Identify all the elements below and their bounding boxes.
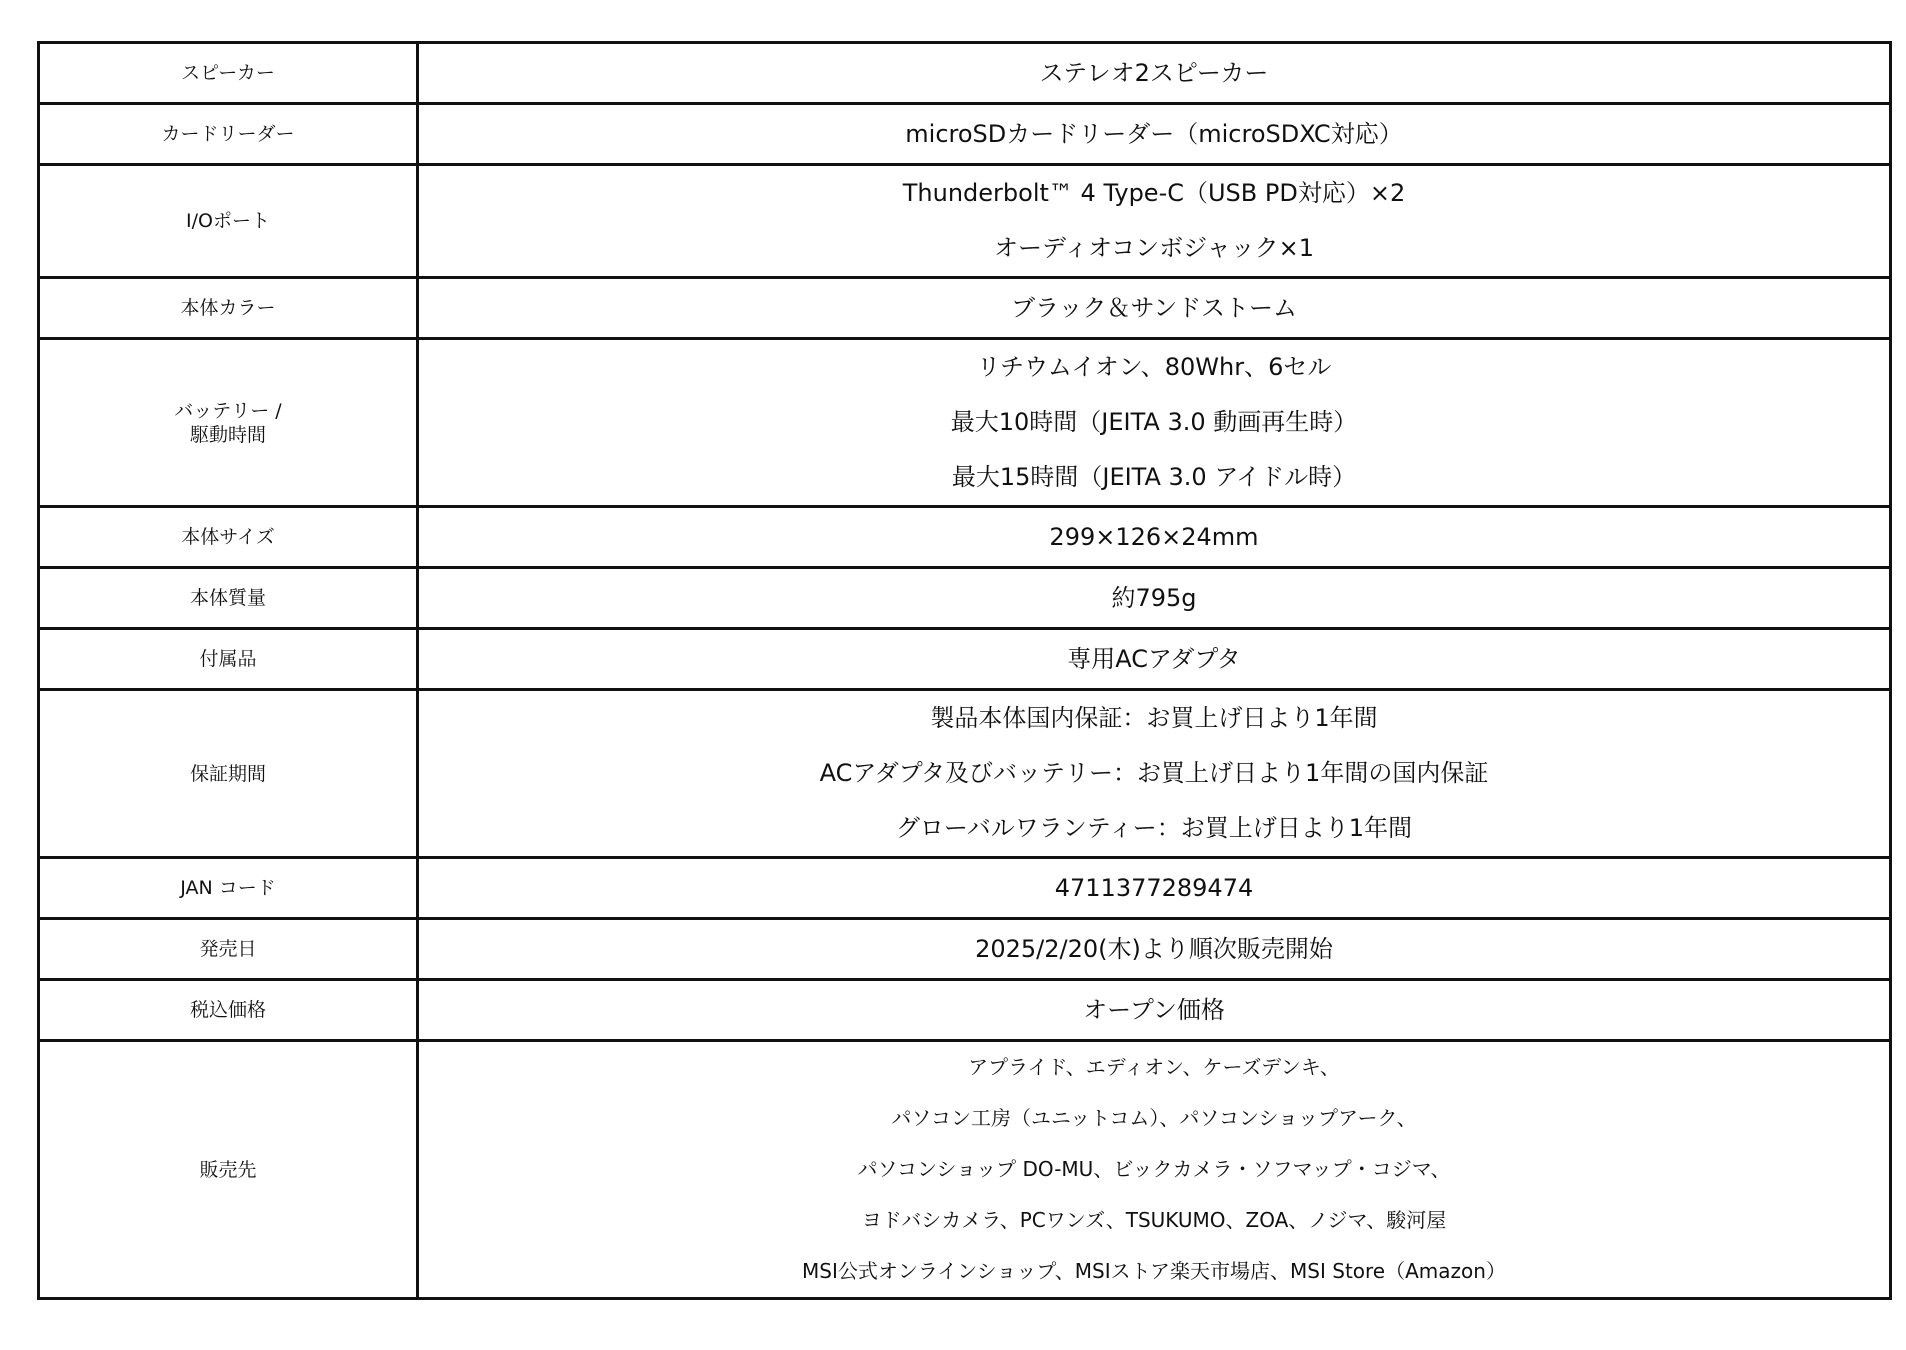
value-body-color: ブラック＆サンドストーム — [418, 278, 1891, 339]
label-accessories: 付属品 — [39, 629, 418, 690]
row-io-ports — [39, 165, 1891, 278]
value-body-size: 299×126×24mm — [418, 507, 1891, 568]
value-body-weight: 約795g — [418, 568, 1891, 629]
label-speaker: スピーカー — [39, 43, 418, 104]
row-release-date — [39, 919, 1891, 980]
label-body-weight: 本体質量 — [39, 568, 418, 629]
row-price — [39, 980, 1891, 1041]
value-speaker: ステレオ2スピーカー — [418, 43, 1891, 104]
row-battery — [39, 339, 1891, 507]
label-body-size: 本体サイズ — [39, 507, 418, 568]
label-warranty: 保証期間 — [39, 690, 418, 858]
value-vendors: アプライド、エディオン、ケーズデンキ、 パソコン工房（ユニットコム）、パソコンショップアーク、 パソコンショップ DO-MU、ビックカメラ・ソフマップ・コジマ、 ヨドバシカメラ、PCワンズ、TSUKUMO、ZOA、ノジマ、駿河屋 MSI公式オンラインショップ、MSIストア楽天市場店、MSI Store（Amazon） — [418, 1041, 1891, 1299]
value-warranty: 製品本体国内保証：お買上げ日より1年間 ACアダプタ及びバッテリー：お買上げ日より1年間の国内保証 グローバルワランティー：お買上げ日より1年間 — [418, 690, 1891, 858]
label-io-ports: I/Oポート — [39, 165, 418, 278]
spec-table — [37, 41, 1892, 1300]
row-jan-code — [39, 858, 1891, 919]
value-accessories: 専用ACアダプタ — [418, 629, 1891, 690]
value-release-date: 2025/2/20(木)より順次販売開始 — [418, 919, 1891, 980]
row-warranty — [39, 690, 1891, 858]
label-price: 税込価格 — [39, 980, 418, 1041]
label-release-date: 発売日 — [39, 919, 418, 980]
row-speaker — [39, 43, 1891, 104]
label-vendors: 販売先 — [39, 1041, 418, 1299]
row-vendors — [39, 1041, 1891, 1299]
label-jan-code: JAN コード — [39, 858, 418, 919]
row-body-size — [39, 507, 1891, 568]
label-body-color: 本体カラー — [39, 278, 418, 339]
row-body-weight — [39, 568, 1891, 629]
value-battery: リチウムイオン、80Whr、6セル 最大10時間（JEITA 3.0 動画再生時） 最大15時間（JEITA 3.0 アイドル時） — [418, 339, 1891, 507]
value-io-ports: Thunderbolt™ 4 Type-C（USB PD対応）×2 オーディオコンボジャック×1 — [418, 165, 1891, 278]
value-card-reader: microSDカードリーダー（microSDXC対応） — [418, 104, 1891, 165]
row-card-reader — [39, 104, 1891, 165]
label-battery: バッテリー / 駆動時間 — [39, 339, 418, 507]
label-card-reader: カードリーダー — [39, 104, 418, 165]
row-accessories — [39, 629, 1891, 690]
value-price: オープン価格 — [418, 980, 1891, 1041]
row-body-color — [39, 278, 1891, 339]
value-jan-code: 4711377289474 — [418, 858, 1891, 919]
